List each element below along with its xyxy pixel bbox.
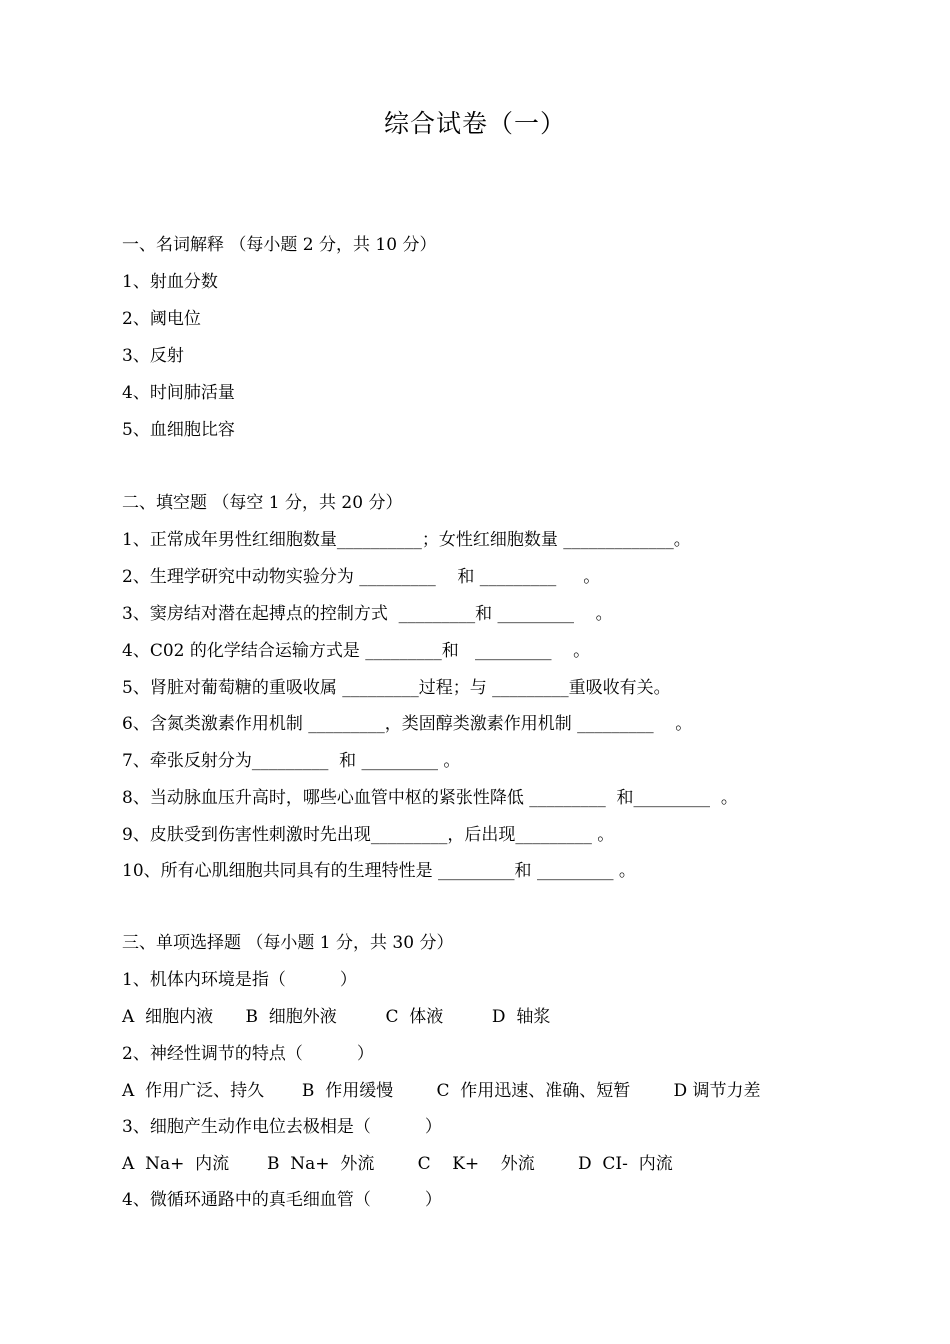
section-heading-3: 三、单项选择题 （每小题 1 分，共 30 分） — [122, 933, 454, 953]
question: 3、细胞产生动作电位去极相是（ ） — [122, 1117, 442, 1137]
answer-options: A 作用广泛、持久 B 作用缓慢 C 作用迅速、准确、短暂 D 调节力差 — [122, 1081, 761, 1101]
section-heading-1: 一、名词解释 （每小题 2 分，共 10 分） — [122, 235, 437, 255]
list-item: 1、射血分数 — [122, 272, 218, 292]
list-item: 2、阈电位 — [122, 309, 201, 329]
list-item: 6、含氮类激素作用机制 _________，类固醇类激素作用机制 _________ 。 — [122, 714, 693, 734]
question: 1、机体内环境是指（ ） — [122, 970, 357, 990]
section-heading-2: 二、填空题 （每空 1 分，共 20 分） — [122, 493, 403, 513]
list-item: 9、皮肤受到伤害性刺激时先出现_________，后出现_________ 。 — [122, 825, 615, 845]
list-item: 3、反射 — [122, 346, 184, 366]
list-item: 10、所有心肌细胞共同具有的生理特性是 _________和 _________ 。 — [122, 861, 636, 881]
answer-options: A 细胞内液 B 细胞外液 C 体液 D 轴浆 — [122, 1007, 551, 1027]
list-item: 2、生理学研究中动物实验分为 _________ 和 _________ 。 — [122, 567, 601, 587]
question: 4、微循环通路中的真毛细血管（ ） — [122, 1190, 442, 1210]
list-item: 8、当动脉血压升高时，哪些心血管中枢的紧张性降低 _________ 和_________ 。 — [122, 788, 738, 808]
list-item: 3、窦房结对潜在起搏点的控制方式 _________和 _________ 。 — [122, 604, 613, 624]
list-item: 5、肾脏对葡萄糖的重吸收属 _________过程；与 _________重吸收有关。 — [122, 678, 671, 698]
page-title: 综合试卷（一） — [383, 109, 566, 138]
list-item: 5、血细胞比容 — [122, 420, 235, 440]
list-item: 1、正常成年男性红细胞数量__________；女性红细胞数量 _____________。 — [122, 530, 691, 550]
list-item: 4、时间肺活量 — [122, 383, 235, 403]
list-item: 7、牵张反射分为_________ 和 _________ 。 — [122, 751, 461, 771]
question: 2、神经性调节的特点（ ） — [122, 1044, 374, 1064]
list-item: 4、C02 的化学结合运输方式是 _________和 _________ 。 — [122, 641, 591, 661]
answer-options: A Na+ 内流 B Na+ 外流 C K+ 外流 D CI- 内流 — [122, 1154, 673, 1174]
